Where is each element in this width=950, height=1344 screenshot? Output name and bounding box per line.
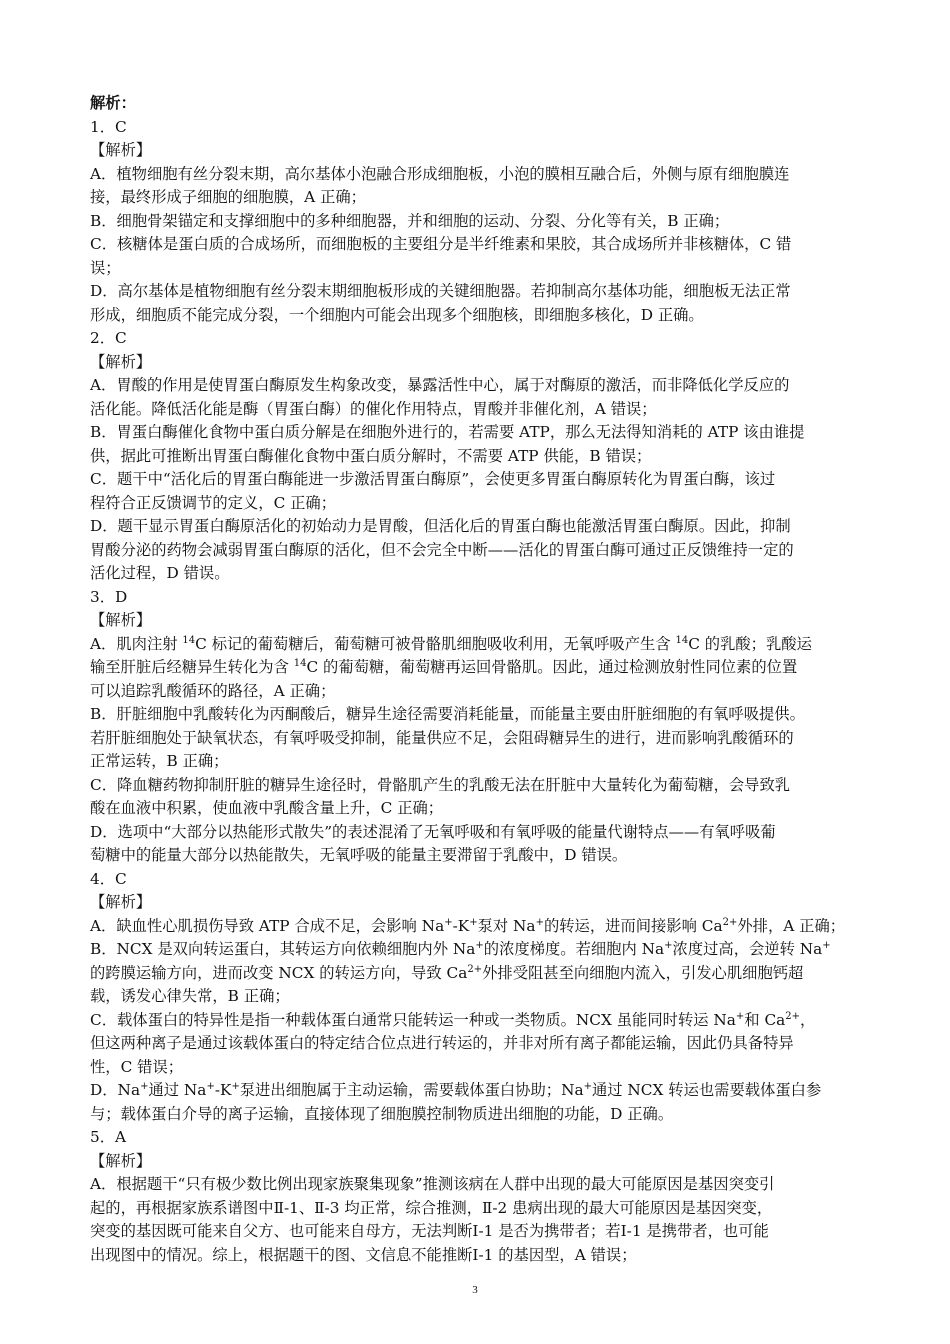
q2-line-7: D．题干显示胃蛋白酶原活化的初始动力是胃酸，但活化后的胃蛋白酶也能激活胃蛋白酶原。因此，抑制 [90, 517, 791, 535]
q4-line-1: A．缺血性心肌损伤导致 ATP 合成不足，会影响 Na+-K+泵对 Na+的转运，进而间接影响 $Ca^{2+}$外排，A 正确； [90, 916, 846, 935]
q2-line-4: 供，据此可推断出胃蛋白酶催化食物中蛋白质分解时，不需要 ATP 供能，B 错误； [90, 446, 652, 465]
q2-line-6: 程符合正反馈调节的定义，C 正确； [90, 493, 337, 512]
q5-line-1: A．根据题干“只有极少数比例出现家族聚集现象”推测该病在人群中出现的最大可能原因是基因突变引 [90, 1175, 775, 1193]
q3-line-9: D．选项中“大部分以热能形式散失”的表述混淆了无氧呼吸和有氧呼吸的能量代谢特点——有氧呼吸葡 [90, 822, 776, 841]
q1-line-4: C．核糖体是蛋白质的合成场所，而细胞板的主要组分是半纤维素和果胶，其合成场所并非核糖体，C 错 [90, 235, 792, 253]
q5-line-2: 起的，再根据家族系谱图中Ⅱ-1、Ⅱ-3 均正常，综合推测，Ⅱ-2 患病出现的最大可能原因是基因突变， [90, 1198, 773, 1217]
section-heading: 解析： [90, 94, 136, 112]
q1-line-7: 形成，细胞质不能完成分裂，一个细胞内可能会出现多个细胞核，即细胞多核化，D 正确。 [90, 305, 704, 324]
q2-line-9: 活化过程，D 错误。 [90, 564, 230, 582]
analysis-tag-q1: 【解析】 [90, 141, 152, 159]
q5-line-4: 出现图中的情况。综上，根据题干的图、文信息不能推断Ⅰ-1 的基因型，A 错误； [90, 1245, 637, 1264]
q1-line-1: A．植物细胞有丝分裂末期，高尔基体小泡融合形成细胞板，小泡的膜相互融合后，外侧与原有细胞膜连 [90, 164, 790, 183]
q4-line-2: B．NCX 是双向转运蛋白，其转运方向依赖细胞内外 Na+的浓度梯度。若细胞内 Na+浓度过高，会逆转 Na+ [90, 939, 831, 958]
analysis-tag-q3: 【解析】 [90, 611, 152, 629]
q3-line-10: 萄糖中的能量大部分以热能散失，无氧呼吸的能量主要滞留于乳酸中，D 错误。 [90, 846, 628, 864]
q2-line-8: 胃酸分泌的药物会减弱胃蛋白酶原的活化，但不会完全中断——活化的胃蛋白酶可通过正反馈维持一定的 [90, 540, 794, 559]
q1-line-3: B．细胞骨架锚定和支撑细胞中的多种细胞器，并和细胞的运动、分裂、分化等有关，B 正确； [90, 211, 730, 230]
q2-line-1: A．胃酸的作用是使胃蛋白酶原发生构象改变，暴露活性中心，属于对酶原的激活，而非降低化学反应的 [90, 376, 790, 394]
q2-line-3: B．胃蛋白酶催化食物中蛋白质分解是在细胞外进行的，若需要 ATP，那么无法得知消耗的 ATP 该由谁提 [90, 423, 805, 441]
answer-q5: 5．A [90, 1128, 127, 1146]
q4-line-3: 的跨膜运输方向，进而改变 NCX 的转运方向，导致 $Ca^{2+}$外排受阻甚至向细胞内流入，引发心肌细胞钙超 [90, 963, 804, 982]
analysis-tag-q5: 【解析】 [90, 1151, 152, 1170]
answer-q3: 3．D [90, 587, 128, 606]
q3-line-8: 酸在血液中积累，使血液中乳酸含量上升，C 正确； [90, 799, 444, 817]
analysis-tag-q4: 【解析】 [90, 893, 152, 911]
q3-line-2: 输至肝脏后经糖异生转化为含 $^{14}$C 的葡萄糖，葡萄糖再运回骨骼肌。因此，通过检测放射性同位素的位置 [90, 657, 798, 676]
q2-line-2: 活化能。降低活化能是酶（胃蛋白酶）的催化作用特点，胃酸并非催化剂，A 错误； [90, 399, 657, 418]
q3-line-4: B．肝脏细胞中乳酸转化为丙酮酸后，糖异生途径需要消耗能量，而能量主要由肝脏细胞的有氧呼吸提供。 [90, 705, 805, 723]
q3-line-7: C．降血糖药物抑制肝脏的糖异生途径时，骨骼肌产生的乳酸无法在肝脏中大量转化为葡萄糖，会导致乳 [90, 775, 791, 794]
q4-line-9: 与；载体蛋白介导的离子运输，直接体现了细胞膜控制物质进出细胞的功能，D 正确。 [90, 1104, 674, 1123]
q4-line-7: 性，C 错误； [90, 1057, 184, 1076]
q3-line-1: A．肌肉注射 $^{14}$C 标记的葡萄糖后，葡萄糖可被骨骼肌细胞吸收利用，无氧呼吸产生含 $^{14}$C 的乳酸；乳酸运 [90, 634, 812, 653]
q4-line-6: 但这两种离子是通过该载体蛋白的特定结合位点进行转运的，并非对所有离子都能运输，因此仍具备特异 [90, 1034, 794, 1052]
q2-line-5: C．题干中“活化后的胃蛋白酶能进一步激活胃蛋白酶原”，会使更多胃蛋白酶原转化为胃蛋白酶，该过 [90, 470, 776, 488]
q3-line-6: 正常运转，B 正确； [90, 752, 229, 770]
answer-q4: 4．C [90, 869, 127, 888]
q3-line-3: 可以追踪乳酸循环的路径，A 正确； [90, 681, 336, 700]
q4-line-5: C．载体蛋白的特异性是指一种载体蛋白通常只能转运一种或一类物质。NCX 虽能同时转运 Na+和 $Ca^{2+}$， [90, 1010, 816, 1029]
q1-line-6: D．高尔基体是植物细胞有丝分裂末期细胞板形成的关键细胞器。若抑制高尔基体功能，细胞板无法正常 [90, 282, 791, 300]
answer-q1: 1．C [90, 117, 127, 136]
q3-line-5: 若肝脏细胞处于缺氧状态，有氧呼吸受抑制，能量供应不足，会阻碍糖异生的进行，进而影响乳酸循环的 [90, 728, 794, 747]
q4-line-8: D．Na+通过 Na+-K+泵进出细胞属于主动运输，需要载体蛋白协助；Na+通过 NCX 转运也需要载体蛋白参 [90, 1080, 822, 1099]
q5-line-3: 突变的基因既可能来自父方、也可能来自母方，无法判断Ⅰ-1 是否为携带者；若Ⅰ-1 是携带者，也可能 [90, 1222, 769, 1240]
answer-q2: 2．C [90, 329, 127, 347]
page-number: 3 [472, 1284, 478, 1296]
q4-line-4: 载，诱发心律失常，B 正确； [90, 987, 290, 1005]
answer-key-page [90, 92, 862, 1267]
q1-line-2: 接，最终形成子细胞的细胞膜，A 正确； [90, 188, 366, 206]
analysis-tag-q2: 【解析】 [90, 352, 152, 371]
q1-line-5: 误； [90, 258, 121, 277]
